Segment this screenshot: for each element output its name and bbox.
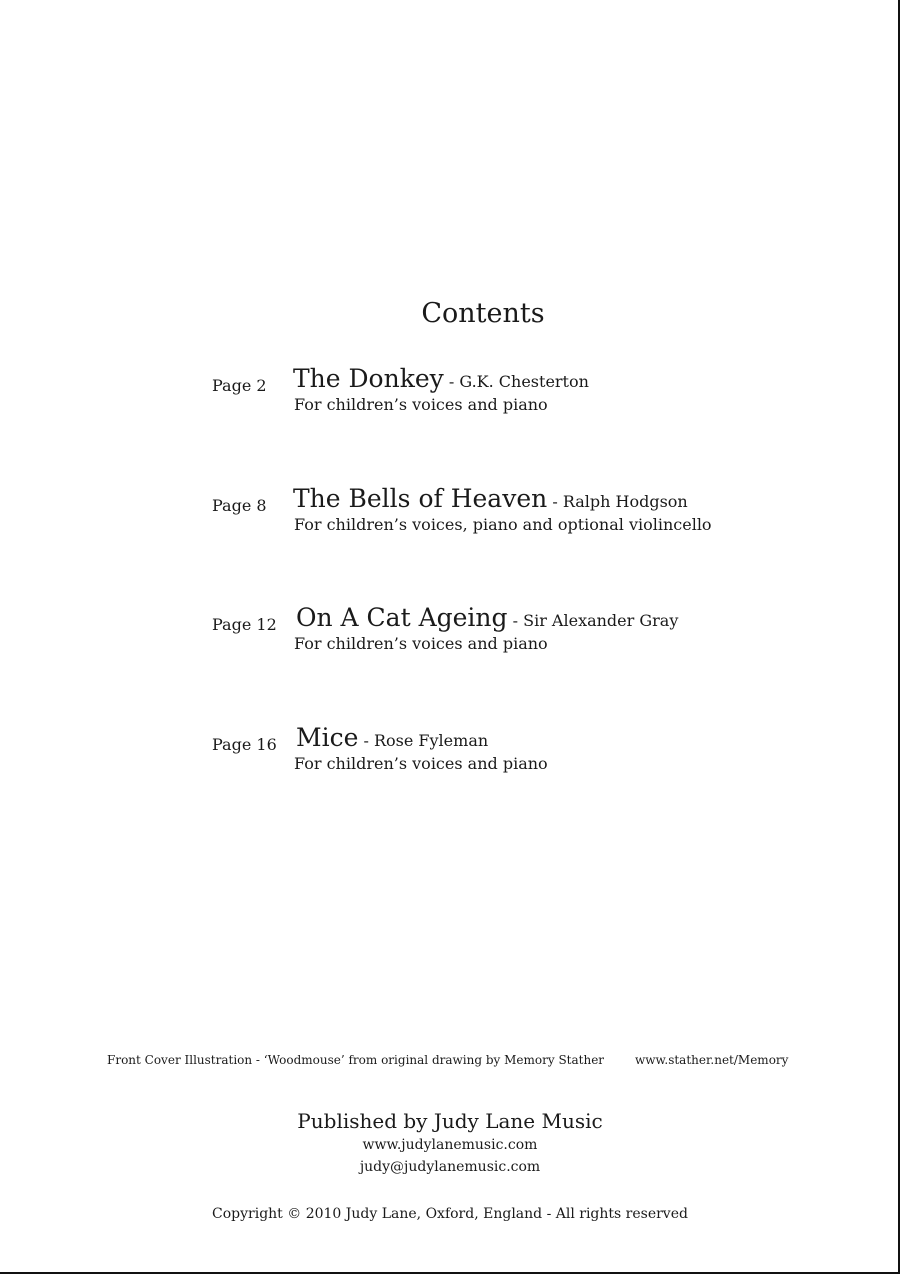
poet-name: - Ralph Hodgson (547, 492, 688, 511)
publisher-name: Published by Judy Lane Music (297, 1109, 603, 1133)
page-reference: Page 8 (212, 496, 267, 515)
illustrator-website: www.stather.net/Memory (635, 1053, 789, 1067)
scoring-description: For children’s voices and piano (294, 754, 548, 773)
contents-heading: Contents (421, 298, 545, 329)
scoring-description: For children’s voices, piano and optional violincello (294, 515, 712, 534)
poet-name: - G.K. Chesterton (443, 372, 589, 391)
contents-entry (212, 484, 832, 544)
entry-title-line (293, 484, 688, 513)
cover-illustration-credit: Front Cover Illustration - ‘Woodmouse’ from original drawing by Memory Stather (107, 1053, 605, 1067)
poet-name: - Rose Fyleman (358, 731, 489, 750)
copyright-notice: Copyright © 2010 Judy Lane, Oxford, England - All rights reserved (212, 1206, 688, 1222)
page-reference: Page 16 (212, 735, 277, 754)
contents-entry (212, 603, 832, 663)
poet-name: - Sir Alexander Gray (507, 611, 679, 630)
page-reference: Page 12 (212, 615, 277, 634)
scoring-description: For children’s voices and piano (294, 634, 548, 653)
publisher-website: www.judylanemusic.com (362, 1137, 538, 1153)
piece-title: The Bells of Heaven (293, 484, 548, 513)
contents-entry (212, 364, 832, 424)
entry-title-line (293, 364, 589, 393)
piece-title: Mice (296, 723, 359, 752)
entry-title-line (296, 723, 488, 752)
scoring-description: For children’s voices and piano (294, 395, 548, 414)
contents-entry (212, 723, 832, 783)
page-reference: Page 2 (212, 376, 267, 395)
piece-title: On A Cat Ageing (296, 603, 508, 632)
piece-title: The Donkey (293, 364, 444, 393)
entry-title-line (296, 603, 678, 632)
publisher-email: judy@judylanemusic.com (359, 1159, 541, 1175)
